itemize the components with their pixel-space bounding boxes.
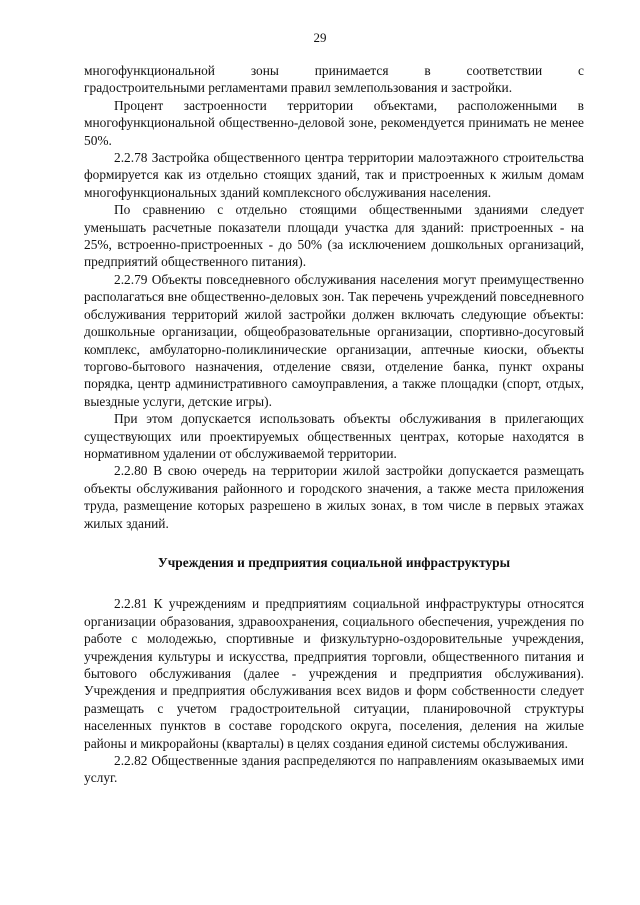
paragraph-2-2-81: 2.2.81 К учреждениям и предприятиям социальной инфраструктуры относятся организации образования, здравоохранения, социального обеспечения, учреждения по работе с молодежью, спортивные и физкультурно-оздоровительные учреждения, учреждения культуры и искусства, предприятия торговли, общественного питания и бытового обслуживания (далее - учреждения и предприятия обслуживания). Учреждения и предприятия обслуживания всех видов и форм собственности следует размещать с учетом градостроительной ситуации, планировочной структуры населенных пунктов в составе городского округа, поселения, деления на жилые районы и микрорайоны (кварталы) в целях создания единой системы обслуживания.: [84, 596, 584, 751]
section-title: Учреждения и предприятия социальной инфраструктуры: [157, 554, 511, 570]
paragraph-adjacent-centers: При этом допускается использовать объекты обслуживания в прилегающих существующих или проектируемых общественных центрах, которые находятся в нормативном удалении от обслуживаемой территории.: [84, 411, 584, 461]
page-number: 29: [313, 30, 327, 45]
paragraph-2-2-79: 2.2.79 Объекты повседневного обслуживания населения могут преимущественно располагаться вне общественно-деловых зон. Так перечень учреждений повседневного обслуживания территорий жилой застройки должен включать следующие объекты: дошкольные организации, общеобразовательные организации, спортивно-досуговый комплекс, амбулаторно-поликлинические организации, аптечные киоски, объекты торгово-бытового назначения, отделение связи, отделение банка, пункт охраны порядка, центр административного самоуправления, а также площадки (спорт, отдых, выездные услуги, детские игры).: [84, 271, 584, 409]
paragraph-2-2-78: 2.2.78 Застройка общественного центра территории малоэтажного строительства формируется как из отдельно стоящих зданий, так и пристроенных к жилым домам многофункциональных зданий комплексного обслуживания населения.: [84, 150, 584, 200]
paragraph-continuation-line-1: многофункциональной зоны принимается в соответствии с: [84, 63, 584, 78]
paragraph-built-up-percentage: Процент застроенности территории объектами, расположенными в многофункциональной общественно-деловой зоне, рекомендуется принимать не менее 50%.: [84, 97, 584, 148]
paragraph-2-2-80: 2.2.80 В свою очередь на территории жилой застройки допускается размещать объекты обслуживания районного и городского значения, а также места приложения труда, размещение которых разрешено в жилых зонах, в том числе в первых этажах жилых зданий.: [84, 463, 584, 531]
paragraph-2-2-82: 2.2.82 Общественные здания распределяются по направлениям оказываемых ими услуг.: [84, 753, 584, 786]
paragraph-continuation-line-2: градостроительными регламентами правил землепользования и застройки.: [84, 80, 513, 96]
paragraph-site-area-reduction: По сравнению с отдельно стоящими общественными зданиями следует уменьшать расчетные показатели площади участка для зданий: пристроенных - на 25%, встроенно-пристроенных - до 50% (за исключением дошкольных организаций, предприятий общественного питания).: [84, 202, 584, 270]
document-body: [84, 62, 584, 787]
